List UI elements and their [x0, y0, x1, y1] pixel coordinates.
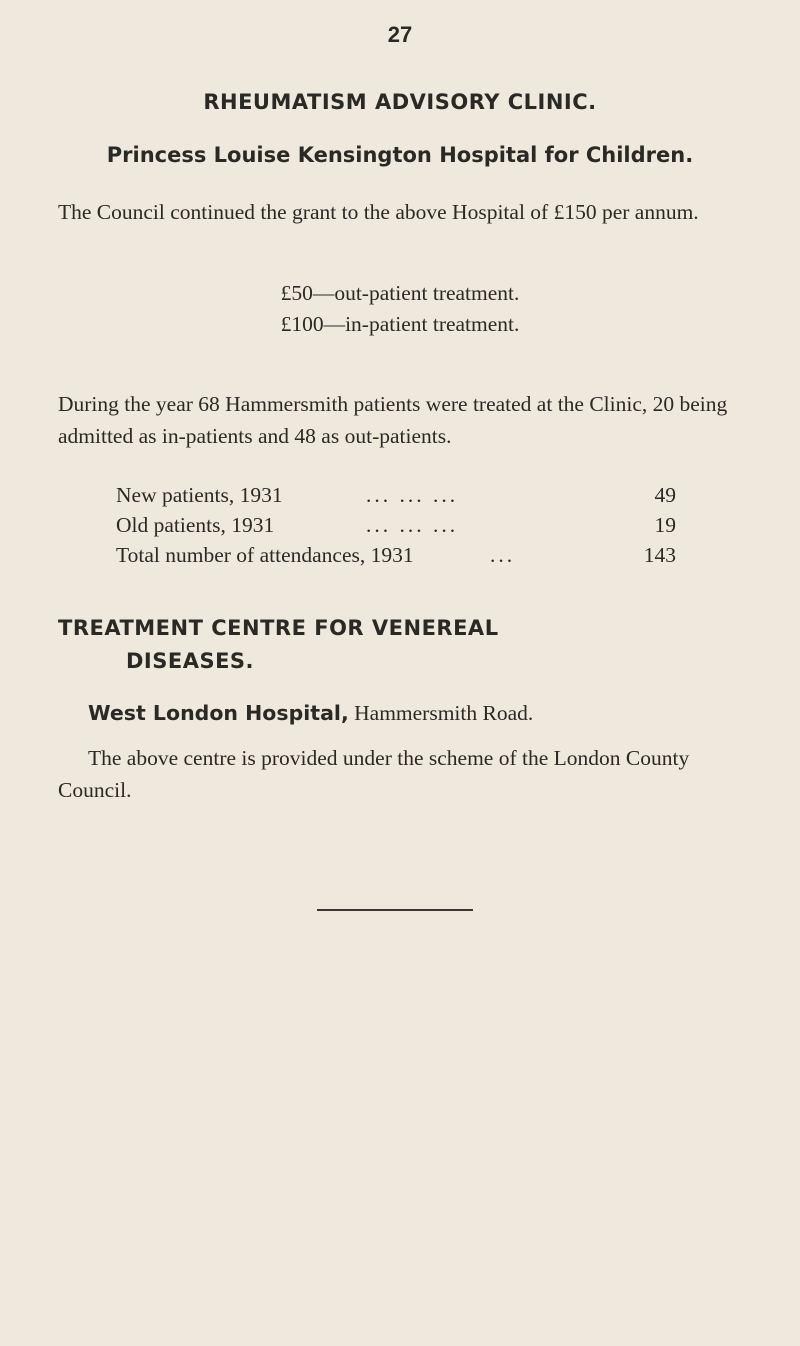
- hospital-subheading: Princess Louise Kensington Hospital for Children.: [106, 143, 694, 167]
- centre-location: [88, 697, 748, 729]
- stat-label: Total number of attendances, 1931: [116, 543, 414, 567]
- grant-paragraph: The Council continued the grant to the above Hospital of £150 per annum.: [58, 200, 699, 224]
- fee-outpatient: £50—out-patient treatment.: [280, 281, 520, 305]
- page-number: 27: [387, 22, 413, 47]
- clinic-heading: RHEUMATISM ADVISORY CLINIC.: [203, 90, 597, 114]
- stat-value: 143: [643, 543, 676, 567]
- stat-leader-dots: ... ... ...: [366, 483, 459, 507]
- centre-hospital-road: Hammersmith Road.: [354, 701, 534, 725]
- stat-value: 49: [654, 483, 676, 507]
- fee-inpatient: £100—in-patient treatment.: [280, 312, 520, 336]
- stat-row: [116, 513, 676, 543]
- stat-row: [116, 543, 676, 573]
- stat-leader-dots: ... ... ...: [366, 513, 459, 537]
- venereal-heading-line2: DISEASES.: [126, 649, 255, 673]
- end-rule: [317, 909, 473, 911]
- scheme-text: The above centre is provided under the scheme of the London County Council.: [58, 746, 690, 802]
- stat-value: 19: [654, 513, 676, 537]
- venereal-heading-line1: TREATMENT CENTRE FOR VENEREAL: [58, 616, 499, 640]
- stat-leader-dots: ...: [490, 543, 516, 567]
- stat-label: Old patients, 1931: [116, 513, 275, 537]
- scheme-paragraph: [58, 742, 748, 806]
- patients-paragraph: During the year 68 Hammersmith patients were treated at the Clinic, 20 being admitted as in-patients and 48 as out-patients.: [58, 392, 728, 448]
- stat-label: New patients, 1931: [116, 483, 283, 507]
- stat-row: [116, 483, 676, 513]
- centre-hospital-name: West London Hospital,: [88, 701, 349, 725]
- venereal-heading: [58, 612, 758, 678]
